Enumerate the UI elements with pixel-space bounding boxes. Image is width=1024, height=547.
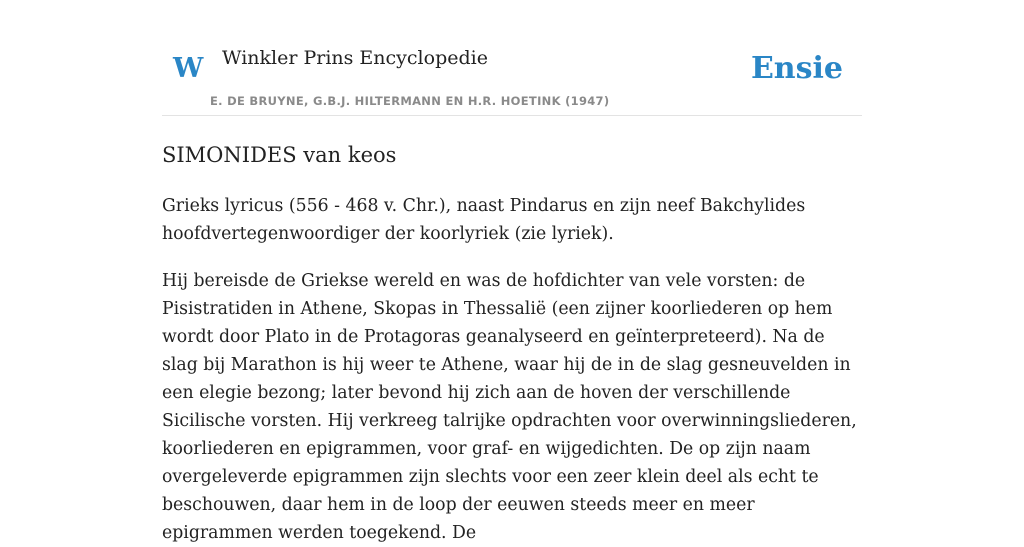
site-header: [162, 0, 862, 116]
encyclopedia-authors: E. DE BRUYNE, G.B.J. HILTERMANN EN H.R. HOETINK (1947): [210, 94, 610, 108]
article-paragraph: Hij bereisde de Griekse wereld en was de hofdichter van vele vorsten: de Pisistratiden in Athene, Skopas in Thessalië (een zijner koorliederen op hem wordt door Plato in de Protagoras geanalyseerd en geïnterpreteerd). Na de slag bij Marathon is hij weer te Athene, waar hij de in de slag gesneuvelden in een elegie bezong; later bevond hij zich aan de hoven der verschillende Sicilische vorsten. Hij verkreeg talrijke opdrachten voor overwinningsliederen, koorliederen en epigrammen, voor graf- en wijgedichten. De op zijn naam overgeleverde epigrammen zijn slechts voor een zeer klein deel als echt te beschouwen, daar hem in de loop der eeuwen steeds meer en meer epigrammen werden toegekend. De: [162, 271, 857, 543]
ensie-logo[interactable]: Ensie: [750, 51, 843, 86]
winkler-prins-logo[interactable]: W: [173, 53, 204, 84]
entry-title: SIMONIDES van keos: [162, 143, 397, 167]
encyclopedia-title[interactable]: Winkler Prins Encyclopedie: [222, 47, 488, 69]
article-paragraph: Grieks lyricus (556 - 468 v. Chr.), naast Pindarus en zijn neef Bakchylides hoofdvertegenwoordiger der koorlyriek (zie lyriek).: [162, 196, 806, 244]
article: [162, 140, 864, 547]
